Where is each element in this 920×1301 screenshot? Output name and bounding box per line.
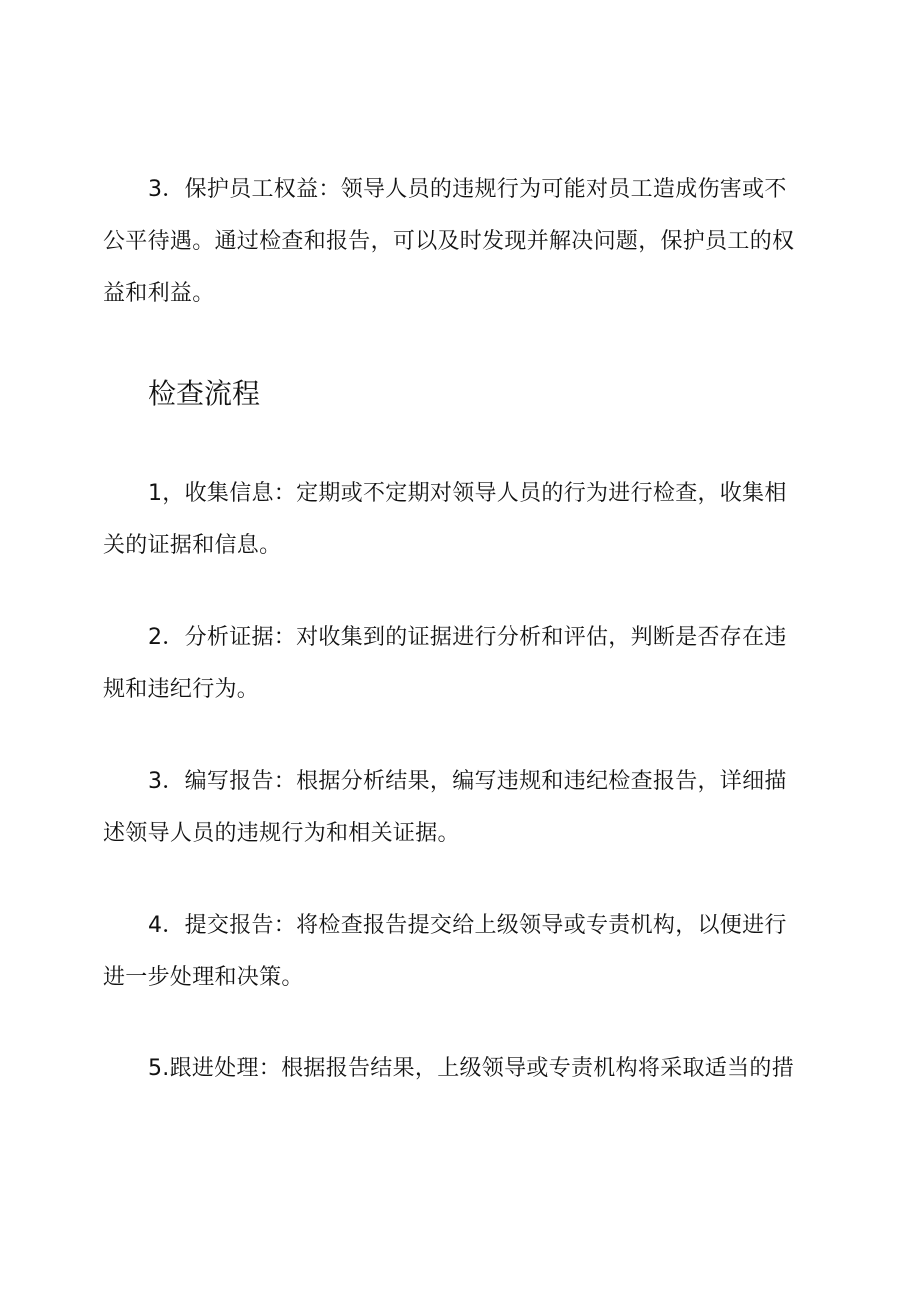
paragraph-protect-employee-rights (103, 164, 818, 320)
paragraph-line: 进一步处理和决策。 (103, 965, 304, 990)
paragraph-line: 4．提交报告：将检查报告提交给上级领导或专责机构，以便进行 (148, 913, 787, 938)
paragraph-step-follow-up (148, 1043, 818, 1095)
paragraph-line: 5.跟进处理：根据报告结果，上级领导或专责机构将采取适当的措 (148, 1056, 794, 1081)
paragraph-step-write-report (103, 756, 818, 860)
paragraph-line: 关的证据和信息。 (103, 533, 282, 558)
paragraph-line: 规和违纪行为。 (103, 677, 260, 702)
paragraph-line: 3．保护员工权益：领导人员的违规行为可能对员工造成伤害或不 (148, 177, 787, 202)
paragraph-line: 2．分析证据：对收集到的证据进行分析和评估，判断是否存在违 (148, 625, 787, 650)
paragraph-line: 益和利益。 (103, 281, 215, 306)
paragraph-step-submit-report (103, 900, 818, 1004)
paragraph-line: 3．编写报告：根据分析结果，编写违规和违纪检查报告，详细描 (148, 769, 787, 794)
paragraph-step-analyze-evidence (103, 612, 818, 716)
paragraph-line: 1，收集信息：定期或不定期对领导人员的行为进行检查，收集相 (148, 481, 787, 506)
section-heading-inspection-process: 检查流程 (148, 377, 261, 410)
paragraph-line: 述领导人员的违规行为和相关证据。 (103, 821, 460, 846)
paragraph-line: 公平待遇。通过检查和报告，可以及时发现并解决问题，保护员工的权 (103, 229, 795, 254)
paragraph-step-collect-info (103, 468, 818, 572)
